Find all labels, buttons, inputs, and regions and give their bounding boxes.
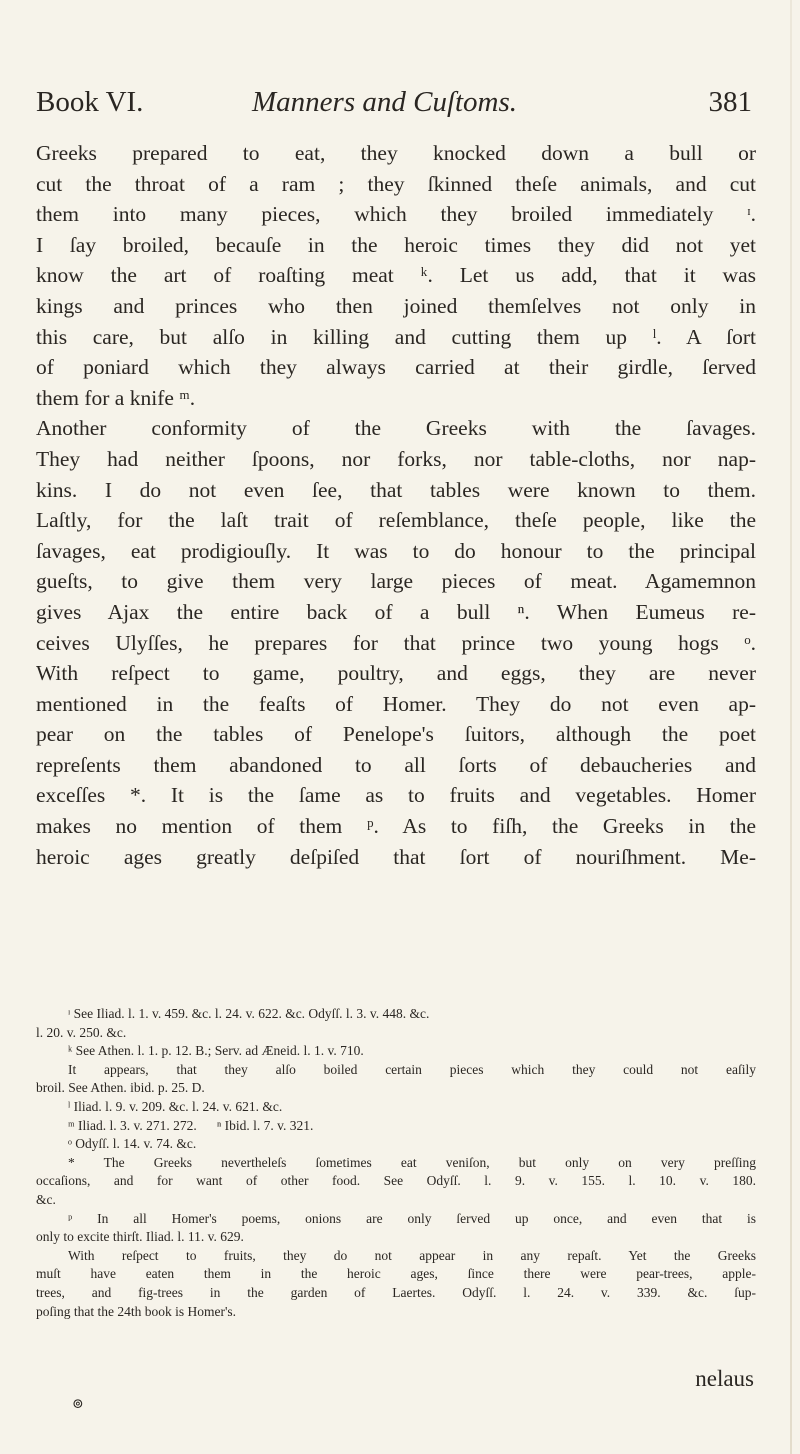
text-line: them into many pieces, which they broiled immediately ᶦ. [36,202,756,227]
footnote-line: broil. See Athen. ibid. p. 25. D. [36,1080,205,1096]
footnote-line: ᵖ In all Homer's poems, onions are only ſerved up once, and even that is [68,1210,756,1226]
text-line: Laſtly, for the laſt trait of reſemblance, theſe people, like the [36,508,756,533]
page-number: 381 [708,86,752,118]
footnote-line: ᵐ Iliad. l. 3. v. 271. 272. ⁿ Ibid. l. 7. v. 321. [68,1117,314,1133]
text-line: repreſents them abandoned to all ſorts of debaucheries and [36,752,756,777]
footnote-line: ˡ Iliad. l. 9. v. 209. &c. l. 24. v. 621. &c. [68,1098,283,1114]
text-line: I ſay broiled, becauſe in the heroic times they did not yet [36,232,756,257]
text-line: Greeks prepared to eat, they knocked down a bull or [36,141,756,165]
footnote-line: occaſions, and for want of other food. See Odyſſ. l. 9. v. 155. l. 10. v. 180. [36,1173,756,1189]
text-line: pear on the tables of Penelope's ſuitors, although the poet [36,722,756,747]
catchword: nelaus [695,1366,754,1391]
text-line: know the art of roaſting meat ᵏ. Let us add, that it was [36,263,756,288]
text-line: of poniard which they always carried at their girdle, ſerved [36,355,756,380]
text-line: They had neither ſpoons, nor forks, nor table-cloths, nor nap- [36,446,756,471]
footnote-line: ᶦ See Iliad. l. 1. v. 459. &c. l. 24. v. 622. &c. Odyſſ. l. 3. v. 448. &c. [68,1006,430,1021]
text-line: makes no mention of them ᵖ. As to fiſh, the Greeks in the [36,814,756,839]
text-line: gueſts, to give them very large pieces of meat. Agamemnon [36,569,756,594]
footnote-line: With reſpect to fruits, they do not appear in any repaſt. Yet the Greeks [68,1247,756,1263]
text-line: ceives Ulyſſes, he prepares for that prince two young hogs ᵒ. [36,630,756,655]
header-title: Manners and Cuſtoms. [252,86,518,118]
footnote-line: ᵒ Odyſſ. l. 14. v. 74. &c. [68,1136,197,1152]
printer-ornament: ⊚ [72,1397,84,1412]
running-header [36,86,752,132]
footnote-line: poſing that the 24th book is Homer's. [36,1303,237,1319]
text-line: With reſpect to game, poultry, and eggs, they are never [36,661,756,686]
text-line: kings and princes who then joined themſelves not only in [36,293,756,318]
text-line: gives Ajax the entire back of a bull ⁿ. When Eumeus re- [36,599,756,624]
header-book: Book VI. [36,86,144,118]
text-line: cut the throat of a ram ; they ſkinned theſe animals, and cut [36,171,756,196]
main-text [36,138,756,872]
text-line: exceſſes *. It is the ſame as to fruits and vegetables. Homer [36,783,756,808]
page-edge [790,0,792,1454]
text-line: them for a knife ᵐ. [36,385,196,410]
footnote-line: trees, and fig-trees in the garden of Laertes. Odyſſ. l. 24. v. 339. &c. ſup- [36,1284,756,1300]
footnote-line: It appears, that they alſo boiled certain pieces which they could not eaſily [68,1061,756,1077]
footnotes [36,1005,756,1321]
text-line: mentioned in the feaſts of Homer. They do not even ap- [36,691,756,716]
text-line: heroic ages greatly deſpiſed that ſort of nouriſhment. Me- [36,844,756,869]
footnote-line: * The Greeks nevertheleſs ſometimes eat veniſon, but only on very preſſing [68,1154,756,1170]
text-line: kins. I do not even ſee, that tables were known to them. [36,477,756,502]
footnote-line: ᵏ See Athen. l. 1. p. 12. B.; Serv. ad Æneid. l. 1. v. 710. [68,1043,364,1059]
footnote-line: only to excite thirſt. Iliad. l. 11. v. 629. [36,1229,244,1245]
text-line: this care, but alſo in killing and cutting them up ˡ. A ſort [36,324,756,349]
text-line: Another conformity of the Greeks with the ſavages. [36,416,756,441]
footnote-line: muſt have eaten them in the heroic ages, ſince there were pear-trees, apple- [36,1266,756,1282]
footnote-line: &c. [36,1191,56,1207]
text-line: ſavages, eat prodigiouſly. It was to do honour to the principal [36,538,756,563]
footnote-line: l. 20. v. 250. &c. [36,1024,127,1040]
